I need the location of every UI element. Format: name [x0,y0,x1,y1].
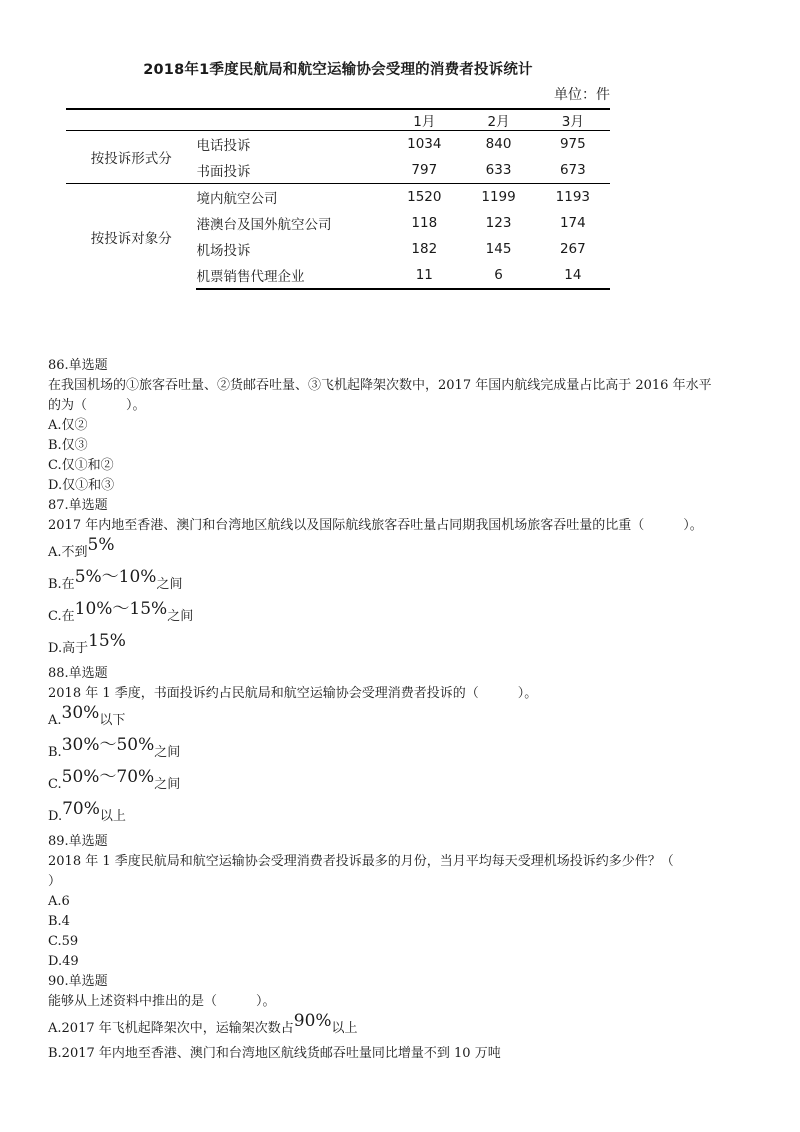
question-number: 87.单选题 [48,498,108,513]
question-number: 86.单选题 [48,358,108,373]
answer-option[interactable] [48,632,768,664]
month-header: 2月 [461,109,535,131]
question-number: 88.单选题 [48,666,108,681]
table-cell: 174 [559,215,586,231]
table-cell: 145 [485,241,512,257]
question-stem: 2018 年 1 季度，书面投诉约占民航局和航空运输协会受理消费者投诉的（ ）。 [48,686,538,701]
option-suffix: 之间 [154,745,181,760]
option-prefix: D. [48,809,63,824]
question-stem: ） [48,874,62,889]
unit-label: 单位：件 [554,87,610,103]
option-prefix: D.高于 [48,641,89,656]
question-stem: 在我国机场的①旅客吞吐量、②货邮吞吐量、③飞机起降架次数中，2017 年国内航线完成量占比高于 2016 年水平 [48,378,712,393]
statistics-table [66,108,610,290]
option-prefix: B.在 [48,577,75,592]
option-suffix: 以上 [331,1021,358,1036]
answer-option[interactable]: B.仅③ [48,438,88,453]
question-stem: 能够从上述资料中推出的是（ ）。 [48,994,276,1009]
option-prefix: A. [48,713,62,728]
table-cell: 975 [559,136,586,152]
option-math: 30% [61,703,100,723]
option-math: 15% [88,631,126,651]
table-row [66,131,610,158]
answer-option[interactable] [48,536,768,568]
answer-option[interactable] [48,568,768,600]
table-cell: 840 [485,136,512,152]
option-suffix: 以上 [99,809,126,824]
option-suffix: 之间 [156,577,183,592]
table-row [66,184,610,211]
table-cell: 1034 [407,136,442,152]
option-math: 5%～10% [74,567,157,587]
question-stem: 2017 年内地至香港、澳门和台湾地区航线以及国际航线旅客吞吐量占同期我国机场旅客吞吐量的比重（ ）。 [48,518,703,533]
answer-option[interactable]: C.59 [48,934,79,949]
row-label: 书面投诉 [196,164,251,180]
table-cell: 1199 [461,184,535,211]
table-cell: 797 [411,162,438,178]
table-cell: 123 [485,215,512,231]
option-math: 90% [293,1011,332,1031]
answer-option[interactable]: A.仅② [48,418,88,433]
row-label: 境内航空公司 [196,184,387,211]
row-label: 机票销售代理企业 [196,262,387,289]
group-label: 按投诉形式分 [90,151,172,167]
table-cell: 673 [559,162,586,178]
answer-option[interactable] [48,704,768,736]
table-cell: 1520 [387,184,461,211]
month-header: 1月 [387,109,461,131]
row-label: 电话投诉 [196,138,251,154]
table-cell: 267 [559,241,586,257]
option-math: 5% [87,535,115,555]
option-prefix: C.在 [48,609,75,624]
answer-option[interactable] [48,768,768,800]
option-prefix: A.2017 年飞机起降架次中，运输架次数占 [48,1021,294,1036]
option-prefix: C. [48,777,62,792]
group-label: 按投诉对象分 [66,184,196,290]
answer-option[interactable]: B.2017 年内地至香港、澳门和台湾地区航线货邮吞吐量同比增量不到 10 万吨 [48,1046,501,1061]
option-math: 50%～70% [61,767,155,787]
row-label: 港澳台及国外航空公司 [196,217,332,233]
question-number: 90.单选题 [48,974,108,989]
option-suffix: 之间 [167,609,194,624]
table-cell: 11 [387,262,461,289]
table-title: 2018年1季度民航局和航空运输协会受理的消费者投诉统计 [143,62,533,78]
question-stem: 2018 年 1 季度民航局和航空运输协会受理消费者投诉最多的月份，当月平均每天受理机场投诉约多少件？（ [48,854,674,869]
question-list [48,356,768,1064]
answer-option[interactable] [48,800,768,832]
option-math: 70% [62,799,100,819]
answer-option[interactable]: A.6 [48,894,70,909]
month-header: 3月 [536,109,610,131]
answer-option[interactable]: D.仅①和③ [48,478,115,493]
row-label: 机场投诉 [196,243,251,259]
answer-option[interactable]: B.4 [48,914,70,929]
answer-option[interactable] [48,736,768,768]
option-math: 10%～15% [74,599,168,619]
answer-option[interactable]: C.仅①和② [48,458,114,473]
option-suffix: 以下 [99,713,126,728]
option-prefix: B. [48,745,62,760]
table-cell: 182 [411,241,438,257]
answer-option[interactable] [48,1012,768,1044]
table-cell: 118 [411,215,438,231]
table-cell: 14 [536,262,610,289]
answer-option[interactable]: D.49 [48,954,79,969]
table-cell: 633 [485,162,512,178]
option-math: 30%～50% [61,735,155,755]
question-number: 89.单选题 [48,834,108,849]
question-stem: 的为（ ）。 [48,398,146,413]
option-prefix: A.不到 [48,545,88,560]
table-header-row [66,109,610,131]
answer-option[interactable] [48,600,768,632]
table-cell: 1193 [536,184,610,211]
table-cell: 6 [461,262,535,289]
option-suffix: 之间 [154,777,181,792]
